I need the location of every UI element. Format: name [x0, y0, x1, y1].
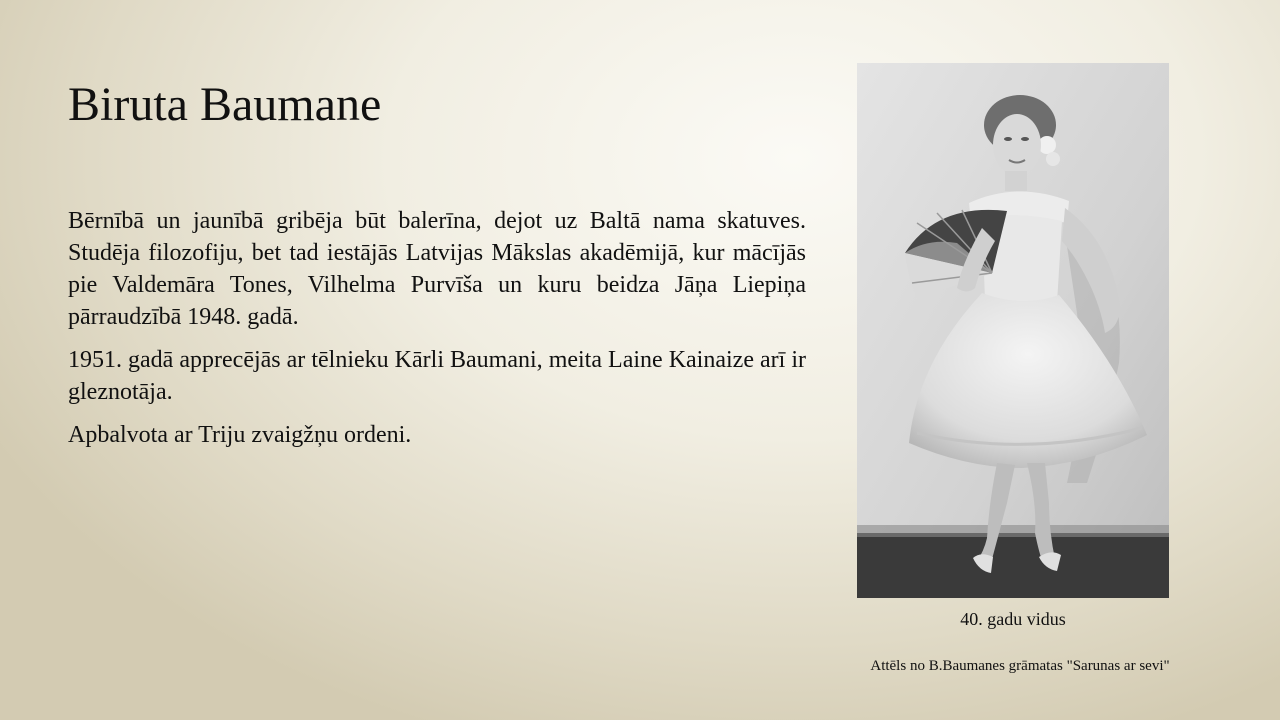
slide-title: Biruta Baumane [68, 78, 382, 131]
ballerina-photo [857, 63, 1169, 598]
photo-caption: 40. gadu vidus [960, 609, 1066, 629]
paragraph-family: 1951. gadā apprecējās ar tēlnieku Kārli Baumani, meita Laine Kainaize arī ir gleznotāja. [68, 347, 806, 405]
paragraph-award: Apbalvota ar Triju zvaigžņu ordeni. [68, 422, 412, 448]
photo-credit: Attēls no B.Baumanes grāmatas "Sarunas ar sevi" [870, 658, 1170, 674]
paragraph-biography: Bērnībā un jaunībā gribēja būt balerīna, dejot uz Baltā nama skatuves. Studēja filozofiju, bet tad iestājās Latvijas Mākslas akadēmijā, kur mācījās pie Valdemāra Tones, Vilhelma Purvīša un kuru beidza Jāņa Liepiņa pārraudzībā 1948. gadā. [68, 208, 806, 330]
slide-body [68, 205, 806, 462]
ballerina-photo-icon [857, 63, 1169, 598]
